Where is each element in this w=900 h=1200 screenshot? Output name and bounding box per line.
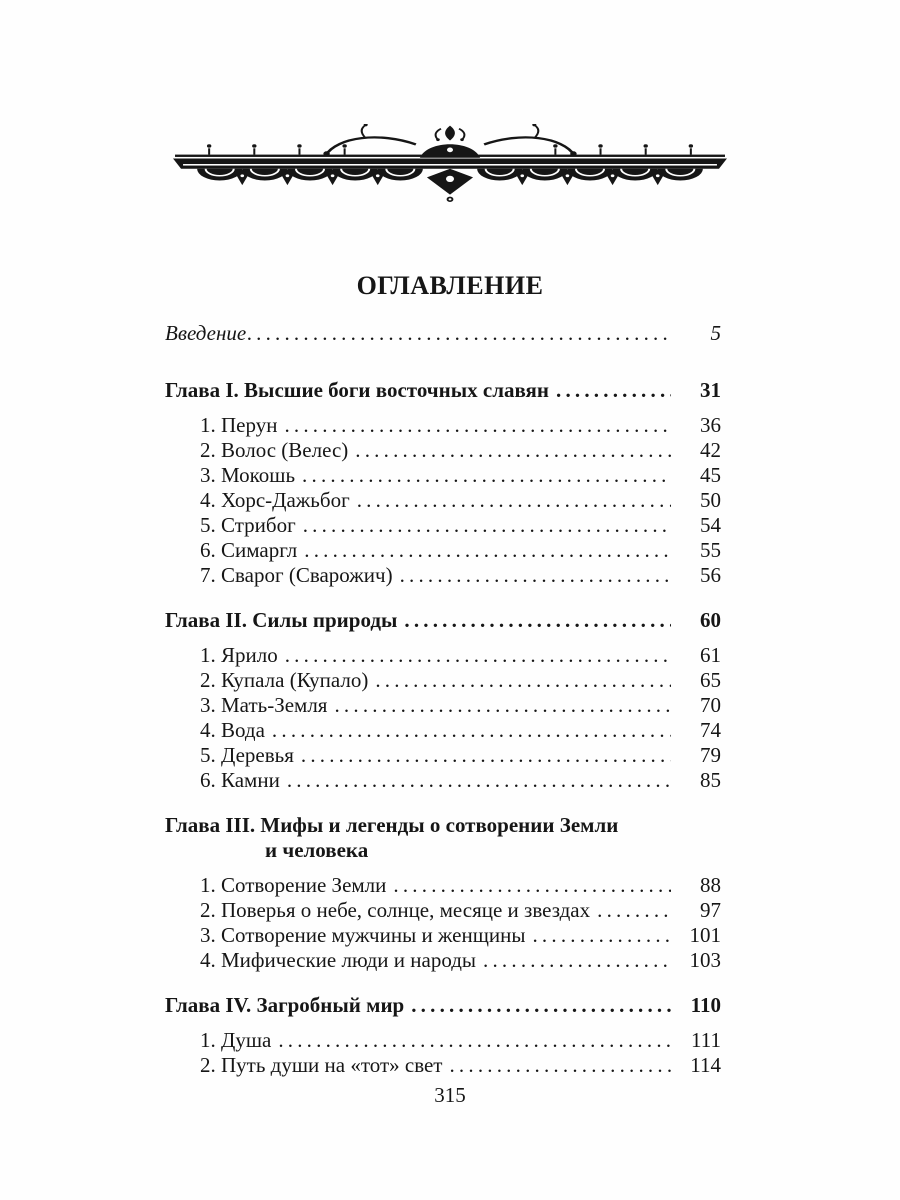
toc-chapter-heading-label: Глава I. Высшие боги восточных славян — [165, 378, 549, 402]
toc-chapter-heading — [165, 378, 721, 403]
toc-item — [165, 948, 721, 973]
dot-leader — [355, 438, 671, 463]
toc-item — [165, 563, 721, 588]
toc-item-label: 3. Мать-Земля — [200, 693, 328, 717]
toc-chapter-heading — [165, 813, 721, 838]
toc-item — [165, 538, 721, 563]
dot-leader — [556, 378, 671, 403]
toc-item-label: 2. Поверья о небе, солнце, месяце и звездах — [200, 898, 591, 922]
dot-leader — [404, 608, 671, 633]
toc-item-label: 4. Хорс-Дажьбог — [200, 488, 350, 512]
toc-chapter-heading-label: Глава II. Силы природы — [165, 608, 398, 632]
toc-intro-entry — [165, 321, 721, 346]
dot-leader — [302, 463, 671, 488]
toc-item — [165, 693, 721, 718]
dot-leader — [375, 668, 671, 693]
toc-item — [165, 743, 721, 768]
toc-item-page-number: 65 — [700, 668, 721, 692]
toc-item-page-number: 42 — [700, 438, 721, 462]
ornamental-divider-icon — [169, 124, 731, 204]
toc-item-label: 3. Мокошь — [200, 463, 296, 487]
toc-item-label: 6. Симаргл — [200, 538, 298, 562]
toc-item-page-number: 101 — [689, 923, 721, 947]
toc-item-page-number: 56 — [700, 563, 721, 587]
dot-leader — [532, 923, 671, 948]
dot-leader — [449, 1053, 671, 1078]
toc-item-page-number: 85 — [700, 768, 721, 792]
ornament-divider — [0, 0, 900, 209]
toc-item-label: 2. Путь души на «тот» свет — [200, 1053, 443, 1077]
toc-item-label: 1. Ярило — [200, 643, 278, 667]
dot-leader — [303, 513, 671, 538]
toc-chapter-heading-page-number: 60 — [700, 608, 721, 632]
toc-item — [165, 643, 721, 668]
dot-leader — [272, 718, 671, 743]
toc-item-page-number: 97 — [700, 898, 721, 922]
toc-item-page-number: 54 — [700, 513, 721, 537]
toc-item-page-number: 50 — [700, 488, 721, 512]
dot-leader — [357, 488, 671, 513]
dot-leader — [285, 643, 671, 668]
toc-intro-entry-label: Введение — [165, 321, 247, 345]
toc-item-label: 2. Купала (Купало) — [200, 668, 369, 692]
toc-item-page-number: 88 — [700, 873, 721, 897]
toc-item — [165, 898, 721, 923]
toc-item — [165, 873, 721, 898]
toc-item-page-number: 55 — [700, 538, 721, 562]
toc-item — [165, 413, 721, 438]
toc-chapter-heading — [165, 838, 721, 863]
dot-leader — [247, 321, 671, 346]
toc-chapter-heading-label: Глава III. Мифы и легенды о сотворении Земли — [165, 813, 619, 837]
toc-item-page-number: 36 — [700, 413, 721, 437]
dot-leader — [334, 693, 671, 718]
toc-item-page-number: 79 — [700, 743, 721, 767]
dot-leader — [483, 948, 671, 973]
toc-item — [165, 923, 721, 948]
toc-item-page-number: 70 — [700, 693, 721, 717]
toc-item — [165, 513, 721, 538]
toc-item — [165, 438, 721, 463]
toc-item-page-number: 111 — [691, 1028, 721, 1052]
dot-leader — [287, 768, 671, 793]
toc-chapter-heading — [165, 608, 721, 633]
toc-item — [165, 1028, 721, 1053]
toc-item-label: 3. Сотворение мужчины и женщины — [200, 923, 526, 947]
toc-chapter-heading-page-number: 110 — [690, 993, 721, 1017]
toc-item-page-number: 74 — [700, 718, 721, 742]
toc-intro-entry-page-number: 5 — [710, 321, 721, 345]
dot-leader — [597, 898, 671, 923]
toc-item-label: 1. Сотворение Земли — [200, 873, 387, 897]
toc-item-label: 1. Душа — [200, 1028, 272, 1052]
page-title: ОГЛАВЛЕНИЕ — [356, 271, 544, 300]
toc-item — [165, 488, 721, 513]
folio-page-number: 315 — [434, 1083, 466, 1107]
toc-item-label: 1. Перун — [200, 413, 278, 437]
toc-item-label: 6. Камни — [200, 768, 280, 792]
toc-item-label: 4. Мифические люди и народы — [200, 948, 477, 972]
toc-item-page-number: 61 — [700, 643, 721, 667]
dot-leader — [393, 873, 671, 898]
dot-leader — [278, 1028, 671, 1053]
toc-chapter-heading-page-number: 31 — [700, 378, 721, 402]
toc-item — [165, 668, 721, 693]
dot-leader — [304, 538, 671, 563]
toc-chapter-heading — [165, 993, 721, 1018]
toc-chapter-heading-label: и человека — [265, 838, 369, 862]
toc-item-label: 5. Деревья — [200, 743, 294, 767]
dot-leader — [284, 413, 671, 438]
toc-item-label: 2. Волос (Велес) — [200, 438, 349, 462]
toc-item-label: 5. Стрибог — [200, 513, 296, 537]
toc-list — [165, 321, 721, 1078]
dot-leader — [301, 743, 671, 768]
toc-item-page-number: 45 — [700, 463, 721, 487]
toc-item — [165, 1053, 721, 1078]
toc-chapter-heading-label: Глава IV. Загробный мир — [165, 993, 405, 1017]
toc-item-page-number: 103 — [689, 948, 721, 972]
toc-item-page-number: 114 — [690, 1053, 721, 1077]
toc-item-label: 4. Вода — [200, 718, 265, 742]
toc-item-label: 7. Сварог (Сварожич) — [200, 563, 393, 587]
toc-item — [165, 463, 721, 488]
toc-item — [165, 768, 721, 793]
toc-item — [165, 718, 721, 743]
dot-leader — [411, 993, 671, 1018]
dot-leader — [400, 563, 671, 588]
